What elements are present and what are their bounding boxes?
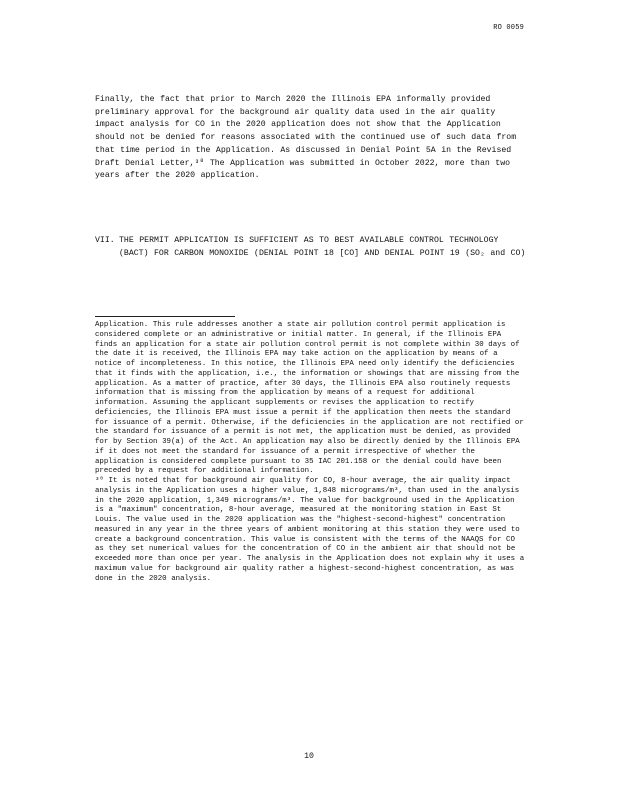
footnote-30: ³⁰ It is noted that for background air quality for CO, 8-hour average, the air quality impact analysis in the Application uses a higher value, 1,848 micrograms/m³, than used in the analysis in the 2020 application, 1,349 micrograms/m³. The value for background used in the Application is a "maximum" concentration, 8-hour average, measured at the monitoring station in East St Louis. The value used in the 2020 application was the "highest-second-highest" concentration measured in any year in the three years of ambient monitoring at this station they were used to create a background concentration. This value is consistent with the terms of the NAAQS for CO as they set numerical values for the concentration of CO in the ambient air that should not be exceeded more than once per year. The analysis in the Application does not explain why it uses a maximum value for background air quality rather a highest-second-highest concentration, as was done in the 2020 analysis. bbox=[95, 477, 525, 583]
body-paragraph: Finally, the fact that prior to March 2020 the Illinois EPA informally provided preliminary approval for the background air quality data used in the air quality impact analysis for CO in the 2020 application does not show that the Application should not be denied for reasons associated with the continued use of such data from that time period in the Application. As discussed in Denial Point 5A in the Revised Draft Denial Letter,³⁰ The Application was submitted in October 2022, more than two years after the 2020 application. bbox=[95, 95, 517, 181]
page-number: 10 bbox=[304, 752, 314, 761]
section-title: THE PERMIT APPLICATION IS SUFFICIENT AS TO BEST AVAILABLE CONTROL TECHNOLOGY (BACT) FOR CARBON MONOXIDE (DENIAL POINT 18 [CO] AND DENIAL POINT 19 (SO₂ and CO) bbox=[119, 236, 526, 258]
footnote-separator bbox=[95, 316, 235, 317]
footnote-continued: Application. This rule addresses another a state air pollution control permit application is considered complete or an administrative or initial matter. In general, if the Illinois EPA finds an application for a state air pollution control permit is not complete within 30 days of the date it is received, the Illinois EPA may take action on the application by means of a notice of incompleteness. In this notice, the Illinois EPA need only identify the deficiencies that it finds with the application, i.e., the information or showings that are missing from the application. As a matter of practice, after 30 days, the Illinois EPA also routinely requests information that is missing from the application by means of a request for additional information. Assuming the applicant supplements or revises the application to rectify deficiencies, the Illinois EPA must issue a permit if the application then meets the standard for issuance of a permit. Otherwise, if the deficiencies in the application are not rectified or the standard for issuance of a permit is not met, the application must be denied, as provided for by Section 39(a) of the Act. An application may also be directly denied by the Illinois EPA if it does not meet the standard for issuance of a permit irrespective of whether the application is considered complete pursuant to 35 IAC 201.158 or the denial could have been preceded by a request for additional information. bbox=[95, 321, 524, 476]
document-id: RO 0059 bbox=[493, 24, 524, 32]
footnotes bbox=[95, 321, 525, 584]
section-number: VII. bbox=[95, 236, 115, 245]
